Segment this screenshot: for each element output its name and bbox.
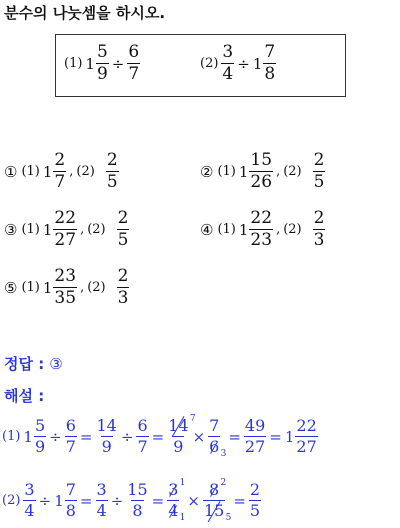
- answer-line: [4, 353, 63, 374]
- problem-1-label: (1): [64, 56, 83, 71]
- choice-4[interactable]: ④ (1) 1 $\frac{22}{23}$ , (2) $\frac{2}{3}$: [200, 208, 325, 250]
- fraction: $\frac{15}{8}$: [127, 480, 148, 520]
- choice-1[interactable]: ① (1) 1 $\frac{2}{7}$ , (2) $\frac{2}{5}$: [4, 150, 118, 192]
- divide-sign: ÷: [237, 54, 250, 73]
- whole-number: 1: [85, 54, 95, 73]
- choice-number: ②: [200, 162, 214, 181]
- fraction: $\frac{5}{9}$: [96, 42, 108, 84]
- choice-number: ⑤: [4, 278, 18, 297]
- fraction: $\frac{22}{27}$: [54, 208, 77, 250]
- problem-2: [200, 44, 276, 83]
- cancel-fraction: 7 6 3: [209, 416, 227, 459]
- explanation-step-2: (2) $\frac{3}{4}$ ÷ 1 $\frac{7}{8}$ = $\frac{3}{4}$ ÷ $\frac{15}{8}$ = 3 1 4 1 × 8 2 15 5 = $\frac{2}{5}$: [2, 478, 261, 523]
- divide-sign: ÷: [111, 54, 125, 73]
- fraction: $\frac{2}{7}$: [54, 150, 66, 192]
- fraction: $\frac{6}{7}$: [128, 42, 140, 84]
- choice-3[interactable]: ③ (1) 1 $\frac{22}{27}$ , (2) $\frac{2}{5}$: [4, 208, 129, 250]
- fraction: $\frac{3}{4}$: [222, 42, 234, 84]
- fraction: $\frac{23}{35}$: [54, 266, 77, 308]
- fraction: $\frac{15}{26}$: [250, 150, 273, 192]
- problem-1: [64, 44, 140, 83]
- fraction: $\frac{2}{3}$: [117, 266, 129, 308]
- question-title: 분수의 나눗셈을 하시오.: [4, 4, 166, 22]
- fraction: $\frac{3}{4}$: [24, 480, 35, 520]
- choice-5[interactable]: ⑤ (1) 1 $\frac{23}{35}$ , (2) $\frac{2}{3}$: [4, 266, 129, 308]
- fraction: $\frac{2}{5}$: [106, 150, 118, 192]
- cancel-fraction: 3 1 4 1: [168, 478, 186, 523]
- fraction: $\frac{22}{23}$: [250, 208, 273, 250]
- fraction: $\frac{2}{5}$: [249, 480, 261, 520]
- fraction: $\frac{2}{3}$: [313, 208, 325, 250]
- fraction: $\frac{2}{5}$: [117, 208, 129, 250]
- choice-number: ①: [4, 162, 18, 181]
- fraction: $\frac{6}{7}$: [65, 416, 76, 456]
- fraction: $\frac{49}{27}$: [244, 416, 266, 456]
- answer-label: 정답 :: [4, 355, 45, 373]
- fraction: $\frac{5}{9}$: [34, 416, 46, 456]
- fraction: $\frac{6}{7}$: [137, 416, 148, 456]
- fraction: $\frac{14}{9}$: [96, 416, 117, 456]
- fraction: $\frac{3}{4}$: [96, 480, 107, 520]
- fraction: $\frac{7}{8}$: [264, 42, 276, 84]
- fraction: $\frac{2}{5}$: [313, 150, 325, 192]
- explanation-step-1: (1) 1 $\frac{5}{9}$ ÷ $\frac{6}{7}$ = $\frac{14}{9}$ ÷ $\frac{6}{7}$ = 14 7 9 × 7 6 3 = $\frac{49}{27}$ = 1 $\frac{22}{27}$: [2, 414, 317, 459]
- whole-number: 1: [252, 54, 263, 73]
- fraction: $\frac{7}{8}$: [65, 480, 76, 520]
- choice-number: ③: [4, 220, 18, 239]
- explanation-label: 해설 :: [4, 387, 45, 405]
- cancel-fraction: 8 2 15 5: [203, 478, 232, 523]
- choice-2[interactable]: ② (1) 1 $\frac{15}{26}$ , (2) $\frac{2}{5}$: [200, 150, 325, 192]
- choice-number: ④: [200, 220, 214, 239]
- problem-2-label: (2): [200, 56, 219, 71]
- fraction: $\frac{22}{27}$: [296, 416, 317, 456]
- cancel-fraction: 14 7 9: [168, 414, 196, 456]
- answer-value: ③: [49, 355, 63, 373]
